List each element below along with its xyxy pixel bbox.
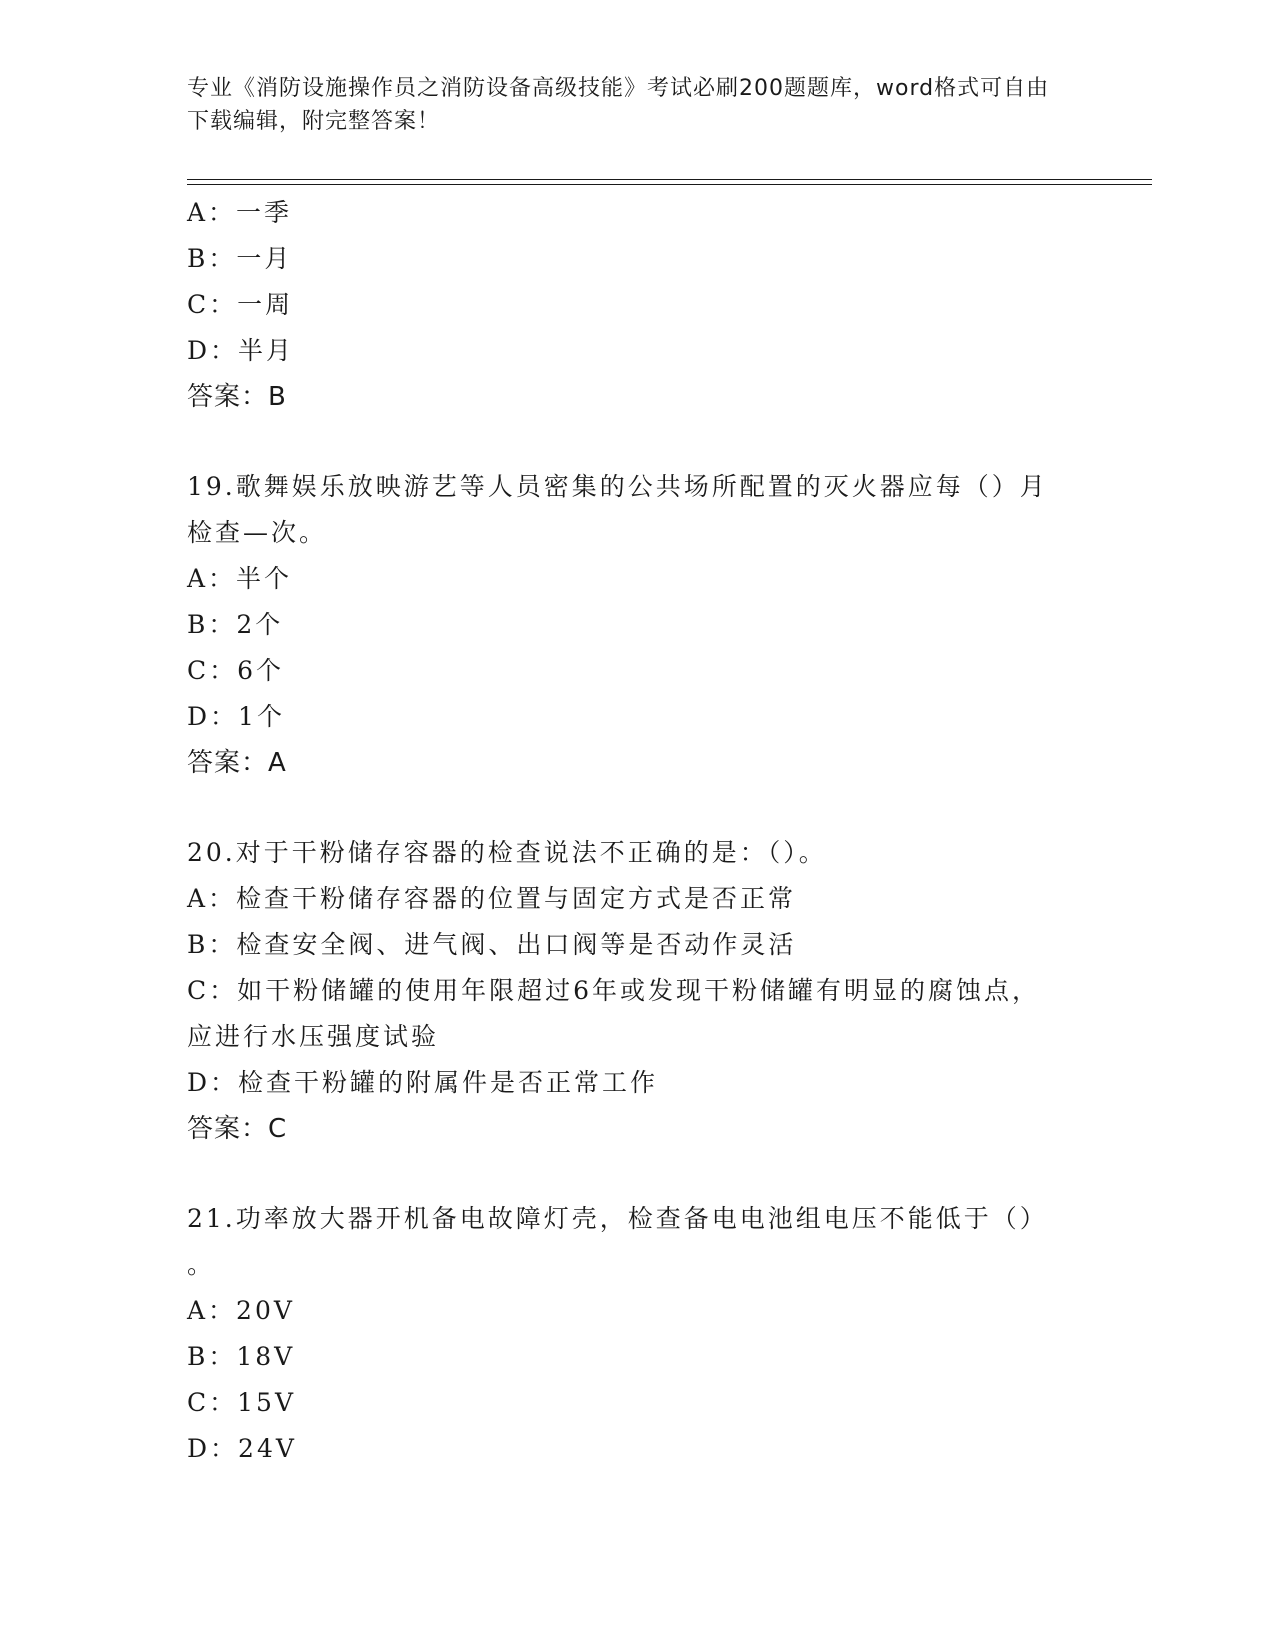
question-20 (187, 830, 1087, 1152)
answer: 答案：B (187, 382, 287, 412)
option-a: A：一季 (187, 198, 293, 227)
option-c: C：如干粉储罐的使用年限超过6年或发现干粉储罐有明显的腐蚀点， (187, 976, 1041, 1005)
answer: 答案：C (187, 1114, 288, 1144)
question-19 (187, 464, 1087, 786)
header-divider-top (187, 179, 1152, 180)
question-stem-continued: 检查—次。 (187, 518, 328, 547)
option-b: B：2个 (187, 610, 284, 639)
answer: 答案：A (187, 748, 287, 778)
option-b: B：18V (187, 1342, 296, 1371)
option-b: B：检查安全阀、进气阀、出口阀等是否动作灵活 (187, 930, 797, 959)
option-c: C：一周 (187, 290, 294, 319)
question-stem-continued: 。 (187, 1250, 216, 1279)
question-21 (187, 1196, 1087, 1472)
option-d: D：半月 (187, 336, 295, 365)
question-list (187, 190, 1087, 1472)
question-stem: 21.功率放大器开机备电故障灯壳，检查备电电池组电压不能低于（） (187, 1204, 1048, 1233)
question-stem: 19.歌舞娱乐放映游艺等人员密集的公共场所配置的灭火器应每（）月 (187, 472, 1048, 501)
option-d: D：24V (187, 1434, 297, 1463)
option-c: C：15V (187, 1388, 296, 1417)
question-18 (187, 190, 1087, 420)
header-divider-bottom (187, 184, 1152, 185)
document-header: 专业《消防设施操作员之消防设备高级技能》考试必刷200题题库，word格式可自由下载编辑，附完整答案！ (187, 76, 1050, 134)
option-a: A：20V (187, 1296, 295, 1325)
option-c-continued: 应进行水压强度试验 (187, 1022, 440, 1051)
question-stem: 20.对于干粉储存容器的检查说法不正确的是：（）。 (187, 838, 827, 867)
option-a: A：半个 (187, 564, 293, 593)
option-a: A：检查干粉储存容器的位置与固定方式是否正常 (187, 884, 797, 913)
option-d: D：1个 (187, 702, 285, 731)
option-b: B：一月 (187, 244, 293, 273)
option-d: D：检查干粉罐的附属件是否正常工作 (187, 1068, 659, 1097)
option-c: C：6个 (187, 656, 285, 685)
